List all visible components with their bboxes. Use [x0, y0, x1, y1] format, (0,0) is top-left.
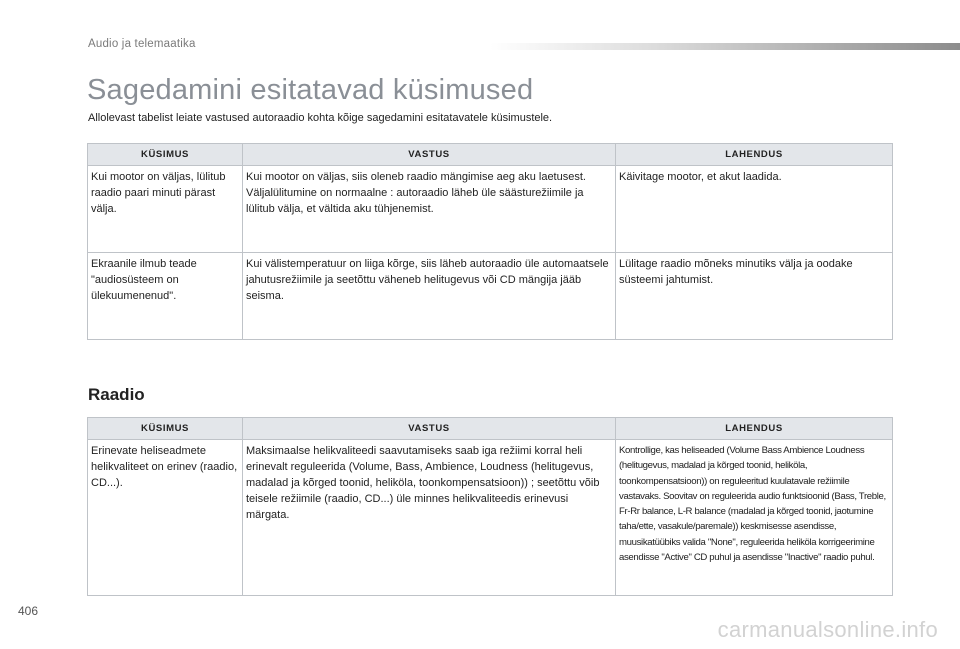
section-label: Audio ja telemaatika	[88, 38, 196, 50]
cell-solution: Lülitage raadio mõneks minutiks välja ja oodake süsteemi jahtumist.	[616, 253, 893, 340]
column-header-solution: LAHENDUS	[616, 418, 893, 440]
cell-question: Kui mootor on väljas, lülitub raadio paari minuti pärast välja.	[88, 166, 243, 253]
table-header-row	[88, 418, 893, 440]
cell-question: Erinevate heliseadmete helikvaliteet on erinev (raadio, CD...).	[88, 440, 243, 596]
page-number: 406	[18, 604, 39, 618]
cell-solution: Kontrollige, kas heliseaded (Volume Bass Ambience Loudness (helitugevus, madalad ja kõrged toonid, heliköla, toonkompensatsioon)) on reguleeritud kuulatavale režiimile vastavaks. Soovitav on reguleerida audio funktsioonid (Bass, Treble, Fr-Rr balance, L-R balance (madalad ja kõrged toonid, jaotumine taha/ette, vasakule/paremale)) keskmisesse asendisse, muusikatüübiks valida "None", reguleerida heliköla korrigeerimine asendisse "Active" CD puhul ja asendisse "Inactive" raadio puhul.	[616, 440, 893, 596]
faq-table-general	[87, 143, 893, 340]
cell-question: Ekraanile ilmub teade "audiosüsteem on ülekuumenenud".	[88, 253, 243, 340]
watermark: carmanualsonline.info	[717, 617, 938, 642]
column-header-answer: VASTUS	[243, 418, 616, 440]
column-header-question: KÜSIMUS	[88, 144, 243, 166]
cell-answer: Kui mootor on väljas, siis oleneb raadio mängimise aeg aku laetusest. Väljalülitumine on normaalne : autoraadio läheb üle säästurežiimile ja lülitub välja, et vältida aku tühjenemist.	[243, 166, 616, 253]
cell-answer: Kui välistemperatuur on liiga kõrge, siis läheb autoraadio üle automaatsele jahutusrežiimile ja seetõttu väheneb helitugevus või CD mängija jääb seisma.	[243, 253, 616, 340]
section-heading-radio: Raadio	[88, 385, 145, 404]
table-row	[88, 440, 893, 596]
table-row	[88, 253, 893, 340]
column-header-answer: VASTUS	[243, 144, 616, 166]
column-header-solution: LAHENDUS	[616, 144, 893, 166]
intro-text: Allolevast tabelist leiate vastused autoraadio kohta kõige sagedamini esitatavatele küsimustele.	[88, 112, 553, 124]
header-decorative-bar	[490, 43, 960, 50]
cell-answer: Maksimaalse helikvaliteedi saavutamiseks saab iga režiimi korral heli erinevalt reguleerida (Volume, Bass, Ambience, Loudness (helitugevus, madalad ja kõrged toonid, heliköla, toonkompensatsioon)) ; seetõttu võib teisele režiimile (raadio, CD...) üle minnes helikvaliteedis erinevusi märgata.	[243, 440, 616, 596]
faq-table-radio	[87, 417, 893, 596]
table-header-row	[88, 144, 893, 166]
table-row	[88, 166, 893, 253]
column-header-question: KÜSIMUS	[88, 418, 243, 440]
page-title: Sagedamini esitatavad küsimused	[87, 74, 534, 106]
cell-solution: Käivitage mootor, et akut laadida.	[616, 166, 893, 253]
